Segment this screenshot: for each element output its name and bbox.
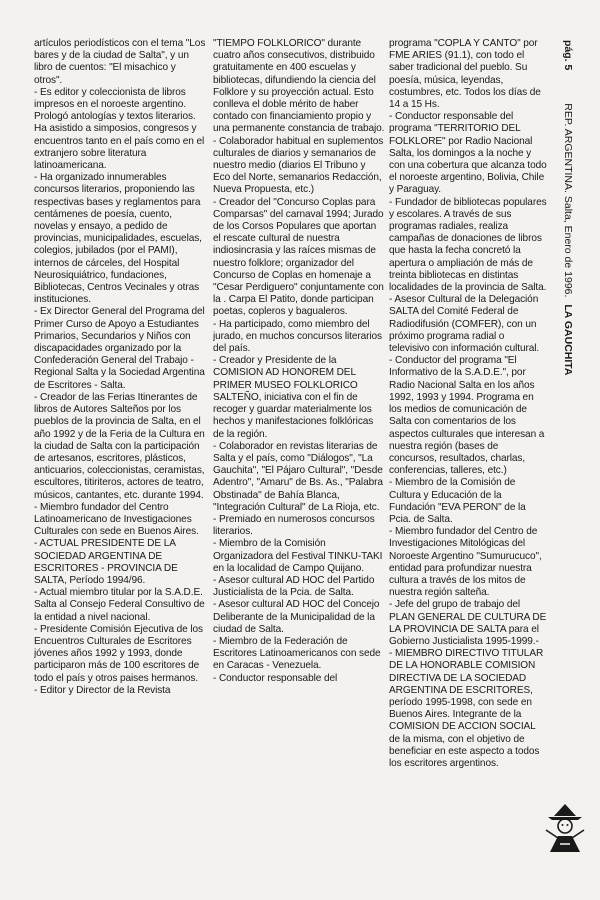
paragraph: - Asesor Cultural de la Delegación SALTA del Comité Federal de Radiodifusión (COMFER), con un próximo programa radial o televisivo con información cultural. (389, 294, 540, 355)
magazine-title: LA GAUCHITA (562, 304, 574, 376)
gauchita-mascot-icon (540, 800, 590, 855)
paragraph: - Creador de las Ferias Itinerantes de libros de Autores Salteños por los pueblos de la provincia de Salta, en el año 1992 y de la Feria de la Cultura en la ciudad de Salta con la participación de artesanos, escritores, plásticos, anticuarios, coleccionistas, ceramistas, escultores, titiriteros, actores de teatro, músicos, cantantes, etc. durante 1994. (34, 391, 205, 501)
paragraph: - Miembro de la Comisión de Cultura y Educación de la Fundación "EVA PERON" de la Pcia. de Salta. (389, 477, 526, 525)
paragraph: - Miembro fundador del Centro Latinoamericano de Investigaciones Culturales con sede en Buenos Aires. (34, 501, 199, 538)
paragraph: - Colaborador en revistas literarias de Salta y el país, como "Diálogos", "La Gauchita", "El Pájaro Cultural", "Desde Adentro", "Amaru" de Bs. As., "Palabra Obstinada" de Bahía Blanca, "Integración Cultural" de La Rioja, etc. (213, 440, 383, 513)
paragraph: - Miembro de la Comisión Organizadora del Festival TINKU-TAKI en la localidad de Campo Quijano. (213, 538, 383, 574)
paragraph: - Presidente Comisión Ejecutiva de los Encuentros Culturales de Escritores jóvenes años 1992 y 1993, donde participaron más de 100 escritores de todo el país y otros paises hermanos. (34, 623, 203, 684)
paragraph: - Miembro fundador del Centro de Investigaciones Mitológicas del Noroeste Argentino "Sumurucuco", entidad para profundizar nuestra cultura a través de los mitos de nuestra región salteña. (389, 526, 542, 599)
paragraph: - Asesor cultural AD HOC del Concejo Deliberante de la Municipalidad de la ciudad de Salta. (213, 599, 380, 635)
paragraph: - Actual miembro titular por la S.A.D.E. Salta al Consejo Federal Consultivo de la entidad a nivel nacional. (34, 587, 205, 623)
paragraph: artículos periodísticos con el tema "Los bares y de la ciudad de Salta", y un libro de cuentos: "El misachico y otros". (34, 38, 206, 86)
paragraph: - ACTUAL PRESIDENTE DE LA SOCIEDAD ARGENTINA DE ESCRITORES - PROVINCIA DE SALTA, Período 1994/96. (34, 538, 178, 586)
paragraph: - Editor y Director de la Revista (34, 684, 171, 696)
paragraph: - Miembro de la Federación de Escritores Latinoamericanos con sede en Caracas - Venezuela. (213, 635, 381, 672)
paragraph: - Es editor y coleccionista de libros impresos en el noroeste argentino. Prologó antologías y textos literarios. Ha asistido a simposios, congresos y encuentros tanto en el país como en el extranjero sobre literatura latinoamericana. (34, 86, 205, 172)
paragraph: - Ha organizado innumerables concursos literarios, proponiendo las respectivas bases y reglamentos para centámenes de poesía, cuento, novelas y ensayo, a pedido de provincias, municipalidades, escuelas, colegios, jubilados (por el PAMI), internos de cárceles, del Hospital Neurosiquiátrico, fundaciones, Bibliotecas, Centros Vecinales y otras instituciones. (34, 172, 202, 306)
paragraph: programa "COPLA Y CANTO" por FME ARIES (91.1), con todo el saber tradicional del pueblo. Su poesía, música, leyendas, costumbres, etc. Todos los días de 14 a 15 Hs. (389, 38, 541, 111)
side-header (555, 40, 581, 376)
paragraph: - Asesor cultural AD HOC del Partido Justicialista de la Pcia. de Salta. (213, 574, 375, 599)
paragraph: - Conductor responsable del (213, 672, 338, 684)
paragraph: - Creador y Presidente de la COMISION AD HONOREM DEL PRIMER MUSEO FOLKLORICO SALTEÑO, iniciativa con el fin de recoger y guardar materialmente los hechos y manifestaciones folklóricas de la región. (213, 355, 374, 440)
page-number: pág. 5 (562, 40, 574, 71)
edition-line: REP. ARGENTINA. Salta, Enero de 1996. (562, 103, 574, 298)
paragraph: - Premiado en numerosos concursos literarios. (213, 513, 375, 538)
paragraph: - Conductor del programa "El Informativo de la S.A.D.E.", por Radio Nacional Salta en los años 1992, 1993 y 1994. Programa en los medios de comunicación de Salta con comentarios de los aspectos culturales que interesan a nuestra región (bases de concursos, resultados, charlas, conferencias, talleres, etc.) (389, 355, 545, 477)
text-column-1 (34, 38, 206, 838)
text-column-2 (213, 38, 385, 838)
paragraph: "TIEMPO FOLKLORICO" durante cuatro años consecutivos, distribuido gratuitamente en 400 escuelas y bibliotecas, difundiendo la ciencia del Folklore y su proyección actual. Esto conlleva el doble mérito de haber contado con financiamiento propio y una permanente constancia de trabajo. (213, 38, 385, 135)
paragraph: - Conductor responsable del programa "TERRITORIO DEL FOLKLORE" por Radio Nacional Salta, los domingos a la noche y con una cobertura que alcanza todo el noroeste argentino, Bolivia, Chile y Paraguay. (389, 111, 547, 196)
paragraph: - Jefe del grupo de trabajo del PLAN GENERAL DE CULTURA DE LA PROVINCIA DE SALTA para el Gobierno Justicialista 1995-1999.- (389, 599, 547, 647)
paragraph: - Ha participado, como miembro del jurado, en muchos concursos literarios del país. (213, 318, 382, 355)
paragraph: - Ex Director General del Programa del Primer Curso de Apoyo a Estudiantes Primarios, Secundarios y Niños con discapacidades organizado por la Confederación General del Trabajo - Regional Salta y la Sociedad Argentina de Escritores - Salta. (34, 306, 205, 391)
paragraph: - MIEMBRO DIRECTIVO TITULAR DE LA HONORABLE COMISION DIRECTIVA DE LA SOCIEDAD ARGENTINA DE ESCRITORES, período 1995-1998, con sede en Buenos Aires. Integrante de la COMISION DE ACCION SOCIAL de la misma, con el objetivo de beneficiar en este aspecto a todos los escritores argentinos. (389, 648, 544, 769)
text-column-3 (389, 38, 547, 838)
paragraph: - Creador del "Concurso Coplas para Comparsas" del carnaval 1994; Jurado de los Corsos Populares que aportan el rescate cultural de nuestra indiosincrasia y las raíces mismas de nuestro folklore; organizador del Concurso de Coplas en homenaje a "Cesar Perdiguero" conjuntamente con la . Carpa El Patito, donde participan poetas, copleros y bagualeros. (213, 196, 384, 318)
paragraph: - Fundador de bibliotecas populares y escolares. A través de sus programas radiales, realiza campañas de donaciones de libros que hasta la fecha concretó la apertura o ampliación de más de treinta bibliotecas en distintas localidades de la provincia de Salta. (389, 196, 547, 294)
paragraph: - Colaborador habitual en suplementos culturales de diarios y semanarios de nuestro medio (diarios El Tribuno y Eco del Norte, semanarios Redacción, Nueva Propuesta, etc.) (213, 135, 384, 196)
